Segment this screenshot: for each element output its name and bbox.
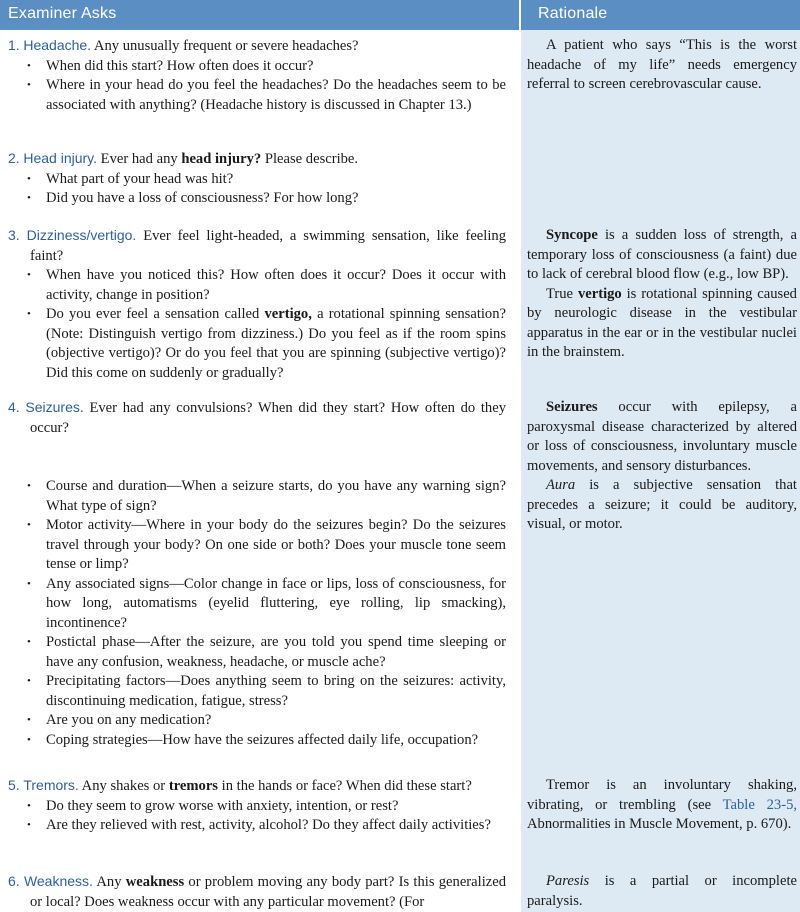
list-item: • Course and duration—When a seizure starts, do you have any warning sign? What type of sign?	[8, 477, 506, 516]
question	[8, 226, 506, 266]
question-text: Any unusually frequent or severe headaches?	[93, 38, 359, 54]
rationale-italic: Paresis	[546, 873, 590, 889]
list-item: • When have you noticed this? How often does it occur? Does it occur with activity, change in position?	[8, 266, 506, 305]
rationale-bold: Syncope	[546, 227, 598, 243]
rationale-text: occur with epilepsy, a paroxysmal disease characterized by altered or loss of consciousness, involuntary muscle movements, and sensory disturbances.	[527, 399, 797, 474]
list-item: • Any associated signs—Color change in face or lips, loss of consciousness, for how long, automatisms (eyelid fluttering, eye rolling, lip smacking), incontinence?	[8, 575, 506, 634]
list-item: • When did this start? How often does it occur?	[8, 57, 506, 77]
question	[8, 149, 506, 170]
question	[8, 776, 506, 797]
rationale-text: Tremor is an involuntary shaking, vibrating, or trembling (see	[527, 777, 797, 813]
rationale-paragraph	[527, 476, 797, 535]
rationale-tremors	[527, 776, 797, 835]
question-text: Ever feel light-headed, a swimming sensation, like feeling faint?	[30, 228, 506, 264]
bullet-list	[8, 57, 506, 116]
rationale-text: is rotational spinning caused by neurologic disease in the vestibular apparatus in the ear or in the vestibular nuclei in the brainstem.	[527, 285, 797, 360]
item-headache	[8, 36, 506, 115]
question-bold: head injury?	[181, 151, 262, 167]
bullet-bold: vertigo,	[264, 306, 312, 322]
item-title: Tremors.	[23, 777, 79, 793]
item-title: Seizures.	[25, 399, 84, 415]
rationale-text: True	[546, 285, 574, 302]
bullet-text: a rotational spinning sensation? (Note: Distinguish vertigo from dizziness.) Do you feel as if the room spins (objective vertigo)? Or do you feel that you are spinning (subjective vertigo)? Did this come on suddenly or gradually?	[46, 306, 507, 381]
bullet-list	[8, 477, 506, 750]
bullet-list	[8, 266, 506, 383]
rationale-text: A patient who says “This is the worst headache of my life” needs emergency referral to screen cerebrovascular cause.	[527, 37, 797, 92]
list-item	[8, 305, 506, 383]
rationale-text: is a sudden loss of strength, a temporary loss of consciousness (a faint) due to lack of cerebral blood flow (e.g., low BP).	[527, 227, 797, 282]
item-title: Head injury.	[23, 150, 98, 166]
list-item: • Postictal phase—After the seizure, are you told you spend time sleeping or have any confusion, weakness, headache, or muscle ache?	[8, 633, 506, 672]
item-number: 4.	[8, 399, 20, 415]
table-reference-link[interactable]: Table 23-5,	[722, 796, 798, 813]
rationale-paragraph	[527, 398, 797, 476]
list-item: • Motor activity—Where in your body do the seizures begin? Do the seizures travel through your body? On one side or both? Does your muscle tone seem tense or limp?	[8, 516, 506, 575]
item-number: 3.	[8, 227, 20, 243]
list-item: • Are you on any medication?	[8, 711, 506, 731]
question-text: Ever had any	[100, 151, 178, 167]
question-text: in the hands or face? When did these start?	[221, 778, 472, 794]
item-tremors	[8, 776, 506, 836]
item-title: Weakness.	[23, 873, 93, 889]
item-title: Headache.	[23, 37, 92, 53]
list-item: • Where in your head do you feel the headaches? Do the headaches seem to be associated with anything? (Headache history is discussed in Chapter 13.)	[8, 76, 506, 115]
rationale-text: is a subjective sensation that precedes a seizure; it could be auditory, visual, or motor.	[527, 477, 797, 532]
question-text: Any	[96, 874, 122, 890]
rationale-dizziness	[527, 226, 797, 363]
list-item: • Are they relieved with rest, activity, alcohol? Do they affect daily activities?	[8, 816, 506, 836]
rationale-seizures	[527, 398, 797, 535]
rationale-paragraph	[527, 776, 797, 835]
item-number: 2.	[8, 150, 20, 166]
spacer	[8, 438, 506, 477]
rationale-text: is a partial or incomplete paralysis.	[527, 873, 797, 909]
rationale-paragraph	[527, 226, 797, 285]
list-item: • Did you have a loss of consciousness? For how long?	[8, 189, 506, 209]
item-dizziness-vertigo	[8, 226, 506, 383]
table-header	[0, 0, 800, 30]
examiner-asks-heading: Examiner Asks	[8, 5, 117, 22]
item-number: 6.	[8, 873, 20, 889]
list-item: • Coping strategies—How have the seizures affected daily life, occupation?	[8, 731, 506, 751]
item-number: 1.	[8, 37, 20, 53]
question-bold: tremors	[168, 778, 218, 794]
question	[8, 398, 506, 438]
rationale-heading: Rationale	[538, 5, 608, 22]
list-item: • What part of your head was hit?	[8, 170, 506, 190]
rationale-paragraph	[527, 872, 797, 911]
question	[8, 36, 506, 57]
question	[8, 872, 506, 912]
item-head-injury	[8, 149, 506, 209]
item-number: 5.	[8, 777, 20, 793]
item-weakness	[8, 872, 506, 912]
list-item: • Precipitating factors—Does anything seem to bring on the seizures: activity, discontinuing medication, fatigue, stress?	[8, 672, 506, 711]
question-text: or problem moving any body part? Is this generalized or local? Does weakness occur with any particular movement? (For	[30, 874, 507, 910]
bullet-text: Do you ever feel a sensation called	[46, 306, 260, 322]
question-bold: weakness	[125, 874, 185, 890]
rationale-bold: vertigo	[577, 285, 622, 302]
rationale-paragraph	[527, 285, 797, 363]
rationale-bold: Seizures	[546, 399, 598, 415]
column-divider	[519, 0, 521, 30]
question-text: Any shakes or	[81, 778, 166, 794]
bullet-list	[8, 170, 506, 209]
rationale-headache	[527, 36, 797, 95]
question-text: Ever had any convulsions? When did they start? How often do they occur?	[30, 400, 506, 436]
rationale-weakness	[527, 872, 797, 911]
question-text: Please describe.	[264, 151, 359, 167]
rationale-text: Abnormalities in Muscle Movement, p. 670).	[527, 816, 792, 832]
list-item: • Do they seem to grow worse with anxiety, intention, or rest?	[8, 797, 506, 817]
item-title: Dizziness/vertigo.	[26, 227, 137, 243]
item-seizures	[8, 398, 506, 750]
bullet-list	[8, 797, 506, 836]
rationale-italic: Aura	[546, 477, 576, 493]
